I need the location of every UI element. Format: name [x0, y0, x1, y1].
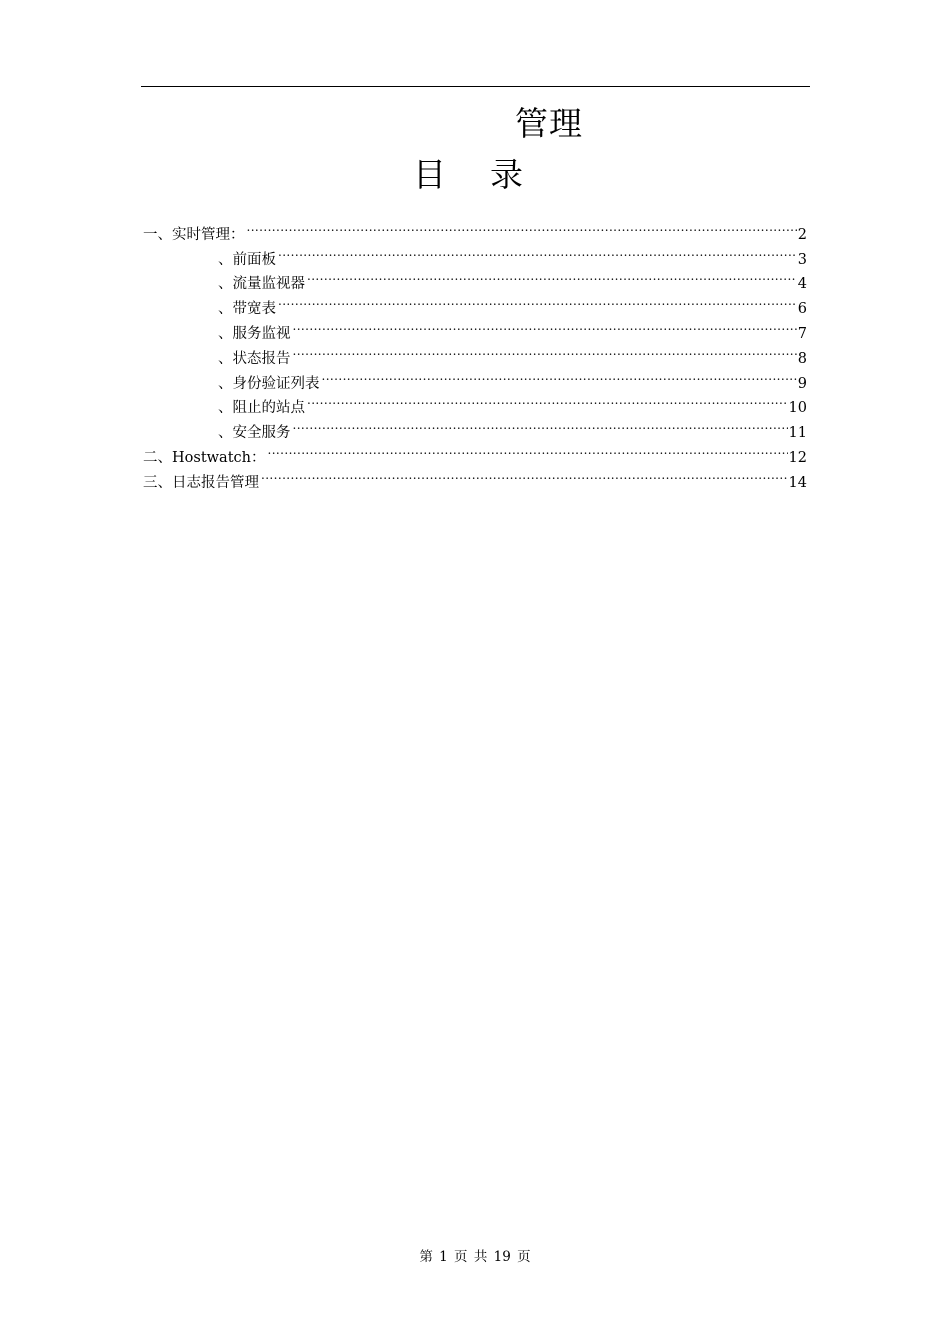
toc-entry[interactable]	[143, 214, 807, 243]
toc-entry-page: 8	[797, 350, 807, 367]
toc-entry-label: 、前面板	[218, 251, 276, 268]
toc-entry-page: 6	[797, 301, 807, 318]
table-of-contents	[143, 214, 807, 491]
toc-entry-label: 、安全服务	[218, 425, 291, 442]
toc-entry-label: 、身份验证列表	[218, 375, 320, 392]
toc-entry-label: 一、实时管理：	[143, 226, 245, 243]
toc-leader-dots	[322, 363, 797, 388]
toc-entry-page: 2	[797, 226, 807, 243]
toc-entry-page: 3	[797, 251, 807, 268]
toc-entry-page: 14	[788, 474, 807, 491]
toc-leader-dots	[307, 264, 797, 289]
document-title: 管理	[515, 104, 583, 143]
toc-entry[interactable]	[143, 264, 807, 293]
toc-leader-dots	[261, 462, 788, 487]
toc-entry[interactable]	[143, 363, 807, 392]
toc-entry[interactable]	[143, 239, 807, 268]
header-rule	[141, 86, 810, 87]
toc-heading: 目录	[413, 155, 567, 194]
toc-entry-page: 12	[788, 449, 807, 466]
toc-entry-label: 三、日志报告管理	[143, 474, 259, 491]
toc-entry-label: 、流量监视器	[218, 276, 305, 293]
toc-entry[interactable]	[143, 288, 807, 318]
toc-leader-dots	[268, 437, 788, 462]
toc-leader-dots	[293, 313, 797, 338]
toc-entry[interactable]	[143, 313, 807, 342]
toc-entry[interactable]	[143, 388, 807, 417]
toc-leader-dots	[278, 239, 797, 264]
toc-entry-page: 10	[788, 400, 807, 417]
page-footer: 第 1 页 共 19 页	[419, 1249, 531, 1265]
toc-entry-page: 9	[797, 375, 807, 392]
toc-leader-dots	[293, 412, 788, 437]
toc-entry[interactable]	[143, 437, 807, 466]
toc-entry-label: 、阻止的站点	[218, 400, 305, 417]
toc-entry-page: 4	[797, 276, 807, 293]
toc-leader-dots	[307, 388, 788, 413]
toc-entry-page: 11	[788, 425, 807, 442]
toc-entry-label: 、带宽表	[218, 301, 276, 318]
toc-entry[interactable]	[143, 462, 807, 491]
toc-leader-dots	[278, 288, 797, 313]
toc-leader-dots	[293, 338, 797, 363]
toc-leader-dots	[247, 214, 797, 239]
toc-entry-label: 二、Hostwatch：	[143, 449, 266, 466]
toc-entry-label: 、服务监视	[218, 325, 291, 342]
toc-entry[interactable]	[143, 412, 807, 442]
toc-entry-label: 、状态报告	[218, 350, 291, 367]
toc-entry[interactable]	[143, 338, 807, 367]
toc-entry-page: 7	[797, 325, 807, 342]
